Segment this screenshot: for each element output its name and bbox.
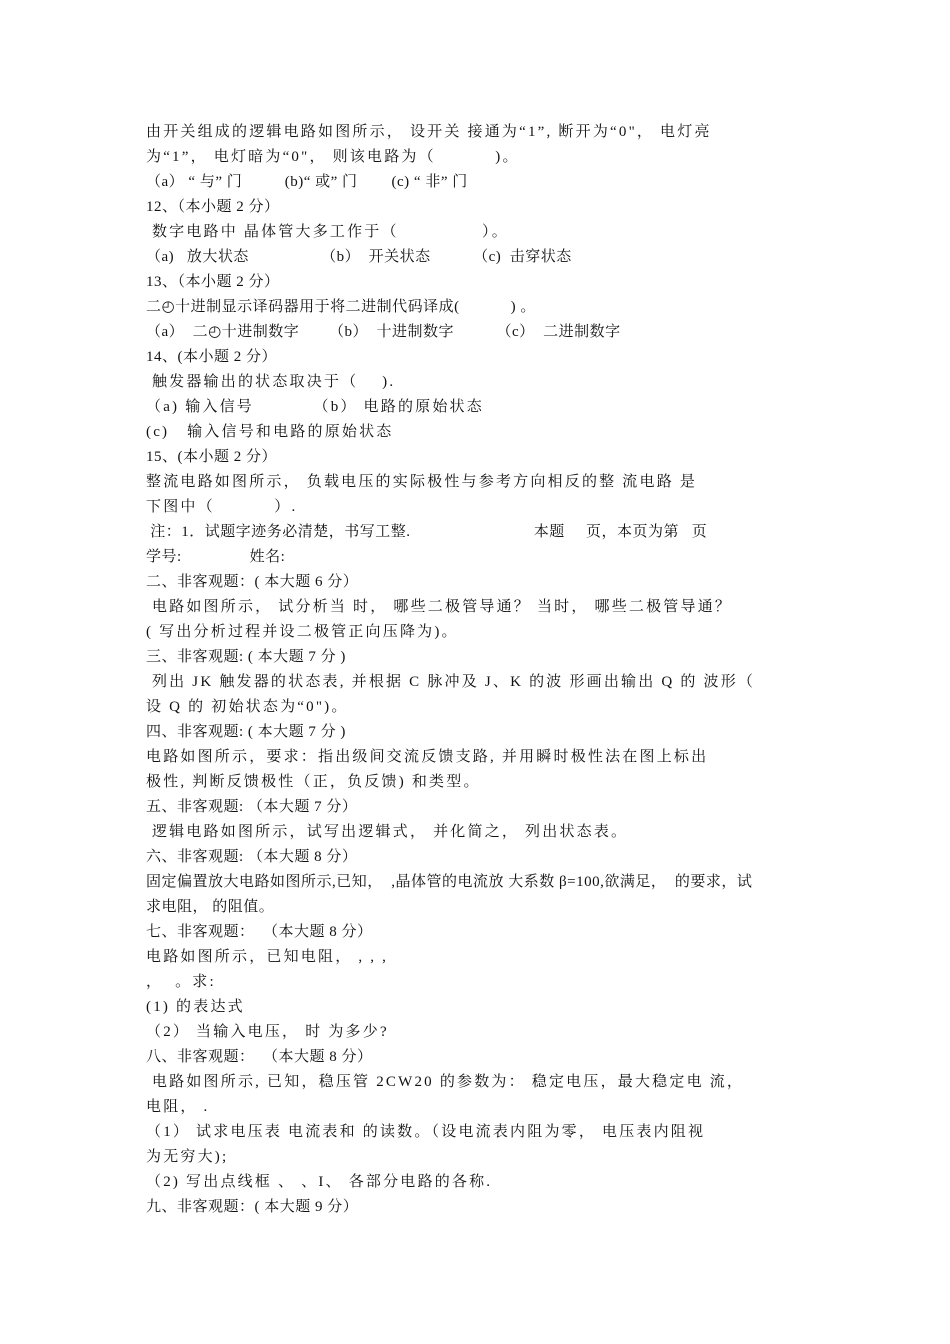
- text-line: ( 写出分析过程并设二极管正向压降为)。: [146, 624, 459, 640]
- text-line: 学号: 姓名:: [146, 549, 286, 565]
- text-line: （a） “ 与” 门 (b)“ 或” 门 (c) “ 非” 门: [146, 174, 468, 190]
- text-line: 极性, 判断反馈极性（正，负反馈) 和类型。: [146, 774, 481, 790]
- text-line: 求电阻， 的阻值。: [146, 899, 275, 915]
- text-line: 由开关组成的逻辑电路如图所示， 设开关 接通为“1”, 断开为“0"， 电灯亮: [146, 124, 712, 140]
- text-line: （a） 二◴十进制数字 （b） 十进制数字 （c） 二进制数字: [146, 324, 621, 340]
- text-line: 13、（本小题 2 分）: [146, 274, 280, 290]
- text-line: （2） 当输入电压， 时 为多少?: [146, 1024, 389, 1040]
- text-line: 逻辑电路如图所示，试写出逻辑式， 并化简之， 列出状态表。: [146, 824, 629, 840]
- text-line: （a) 放大状态 （b） 开关状态 （c) 击穿状态: [146, 249, 572, 265]
- text-line: 电阻， .: [146, 1099, 210, 1115]
- text-line: 八、非客观题： （本大题 8 分）: [146, 1049, 373, 1065]
- text-line: 为“1”， 电灯暗为“0"， 则该电路为（ )。: [146, 149, 520, 165]
- text-line: 为无穷大);: [146, 1149, 229, 1165]
- text-line: 电路如图所示， 试分析当 时， 哪些二极管导通？ 当时， 哪些二极管导通？: [146, 599, 733, 615]
- text-line: (1) 的表达式: [146, 999, 245, 1015]
- document-body: [146, 120, 816, 1220]
- text-line: 14、(本小题 2 分）: [146, 349, 277, 365]
- text-line: 六、非客观题: （本大题 8 分）: [146, 849, 358, 865]
- text-line: （a) 输入信号 （b） 电路的原始状态: [146, 399, 484, 415]
- text-line: 注：1．试题字迹务必清楚，书写工整. 本题 页，本页为第 页: [146, 524, 708, 540]
- text-line: 二、非客观题：( 本大题 6 分）: [146, 574, 359, 590]
- text-line: 触发器输出的状态取决于（ ).: [146, 374, 396, 390]
- text-line: 数字电路中 晶体管大多工作于（ ）。: [146, 224, 509, 240]
- text-line: 设 Q 的 初始状态为“0")。: [146, 699, 349, 715]
- text-line: 电路如图所示，已知电阻， , , ,: [146, 949, 389, 965]
- text-line: 固定偏置放大电路如图所示,已知， ,晶体管的电流放 大系数 β=100,欲满足， 的要求，试: [146, 874, 753, 890]
- text-line: 下图中（ ）.: [146, 499, 298, 515]
- text-line: 五、非客观题: （本大题 7 分）: [146, 799, 358, 815]
- text-line: ， 。求:: [146, 974, 216, 990]
- text-line: 电路如图所示, 已知，稳压管 2CW20 的参数为： 稳定电压，最大稳定电 流，: [146, 1074, 745, 1090]
- text-line: (c) 输入信号和电路的原始状态: [146, 424, 394, 440]
- text-line: 三、非客观题: ( 本大题 7 分 ): [146, 649, 346, 665]
- text-line: 九、非客观题：( 本大题 9 分）: [146, 1199, 359, 1215]
- text-line: 二◴十进制显示译码器用于将二进制代码译成( ) 。: [146, 299, 536, 315]
- text-line: （2) 写出点线框 、 、I、 各部分电路的各称.: [146, 1174, 493, 1190]
- text-line: 12、（本小题 2 分）: [146, 199, 280, 215]
- text-line: 四、非客观题: ( 本大题 7 分 ): [146, 724, 346, 740]
- text-line: 列出 JK 触发器的状态表, 并根据 C 脉冲及 J、K 的波 形画出输出 Q 的 波形（: [146, 674, 756, 690]
- text-line: 七、非客观题： （本大题 8 分）: [146, 924, 373, 940]
- text-line: 整流电路如图所示， 负载电压的实际极性与参考方向相反的整 流电路 是: [146, 474, 698, 490]
- text-line: （1） 试求电压表 电流表和 的读数。（设电流表内阻为零， 电压表内阻视: [146, 1124, 706, 1140]
- text-line: 15、(本小题 2 分）: [146, 449, 277, 465]
- text-line: 电路如图所示，要求：指出级间交流反馈支路, 并用瞬时极性法在图上标出: [146, 749, 709, 765]
